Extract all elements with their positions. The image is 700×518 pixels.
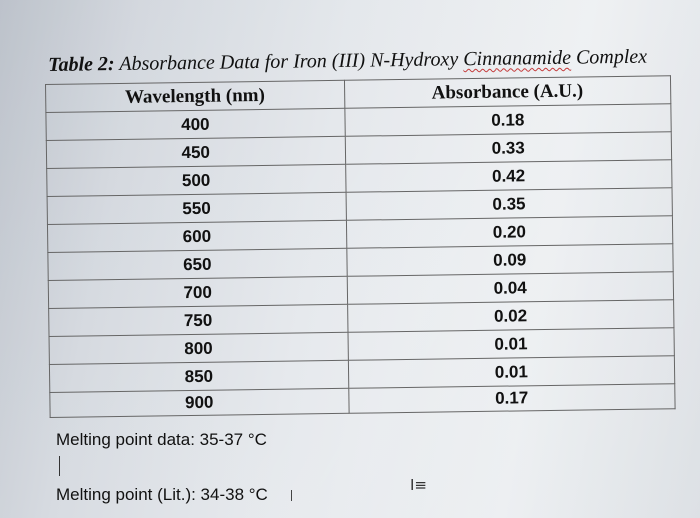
cell-wavelength: 900: [50, 388, 349, 417]
cell-absorbance: 0.02: [347, 300, 674, 333]
cell-wavelength: 800: [49, 332, 348, 364]
literature-melting-point-note: Melting point (Lit.): 34-38 °C: [56, 485, 268, 504]
cell-absorbance: 0.01: [348, 328, 675, 361]
cell-absorbance: 0.42: [345, 160, 672, 193]
cell-wavelength: 850: [49, 360, 348, 392]
text-caret-icon: [291, 490, 292, 501]
table-label: Table 2:: [48, 53, 115, 76]
cell-absorbance: 0.04: [347, 272, 674, 305]
cell-absorbance: 0.09: [346, 244, 673, 277]
cell-absorbance: 0.01: [348, 356, 675, 389]
cell-absorbance: 0.18: [344, 104, 671, 137]
text-insertion-caret: [59, 456, 60, 476]
ibeam-cursor-icon: I≡: [410, 476, 427, 494]
header-wavelength: Wavelength (nm): [46, 80, 345, 112]
header-absorbance: Absorbance (A.U.): [344, 76, 671, 109]
cell-wavelength: 400: [46, 108, 345, 140]
cell-absorbance: 0.17: [348, 384, 675, 414]
caption-text-end: Complex: [570, 45, 648, 69]
caption-text: Absorbance Data for Iron (III) N-Hydroxy: [114, 48, 464, 76]
table-caption: [48, 45, 688, 77]
spellcheck-flagged-word[interactable]: Cinnanamide: [463, 46, 572, 71]
cell-absorbance: 0.35: [346, 188, 673, 221]
absorbance-table: [45, 75, 676, 418]
cell-wavelength: 650: [48, 248, 347, 280]
cell-wavelength: 750: [49, 304, 348, 336]
cell-wavelength: 450: [46, 136, 345, 168]
cell-wavelength: 500: [47, 164, 346, 196]
melting-point-note: Melting point data: 35-37 °C: [56, 430, 267, 449]
cell-wavelength: 550: [47, 192, 346, 224]
cell-wavelength: 700: [48, 276, 347, 308]
cell-wavelength: 600: [47, 220, 346, 252]
cell-absorbance: 0.33: [345, 132, 672, 165]
cell-absorbance: 0.20: [346, 216, 673, 249]
